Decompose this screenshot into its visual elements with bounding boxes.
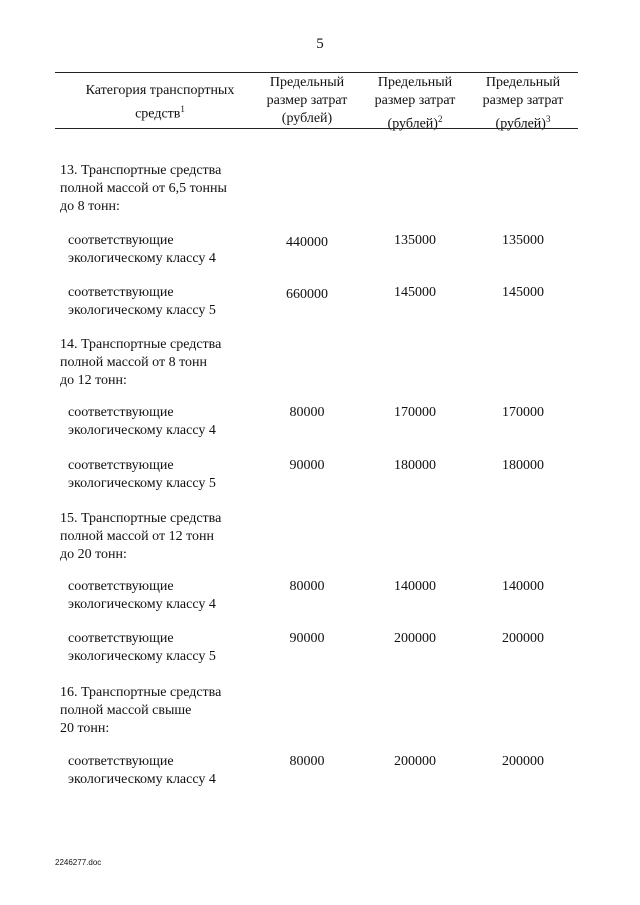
value-col2: 200000 xyxy=(394,754,436,769)
header-col1 xyxy=(252,74,362,128)
value-col3: 170000 xyxy=(502,405,544,420)
group-title: 13. Транспортные средства полной массой от 6,5 тонны до 8 тонн: xyxy=(60,163,227,214)
row-label: соответствующие экологическому классу 5 xyxy=(68,285,216,318)
value-col2: 135000 xyxy=(394,233,436,248)
document-filename: 2246277.doc xyxy=(55,858,102,867)
value-col1: 90000 xyxy=(289,631,325,646)
header-category-line1: Категория транспортных xyxy=(85,83,235,98)
header-col3 xyxy=(468,74,578,134)
header-category xyxy=(60,82,260,124)
value-col1: 80000 xyxy=(289,579,325,594)
header-category-footnote: 1 xyxy=(180,104,185,114)
header-col3-line3: (рублей) xyxy=(495,116,546,132)
header-category-line2: средств xyxy=(135,106,181,122)
value-col1: 660000 xyxy=(286,287,328,302)
table-top-rule xyxy=(55,72,578,73)
row-label: соответствующие экологическому классу 4 xyxy=(68,579,216,612)
row-label: соответствующие экологическому классу 4 xyxy=(68,405,216,438)
value-col3: 200000 xyxy=(502,631,544,646)
value-col3: 140000 xyxy=(502,579,544,594)
value-col2: 140000 xyxy=(394,579,436,594)
row-label: соответствующие экологическому классу 4 xyxy=(68,754,216,787)
value-col2: 180000 xyxy=(394,458,436,473)
value-col1: 90000 xyxy=(289,458,325,473)
table-header-rule xyxy=(55,128,578,129)
header-col1-line3: (рублей) xyxy=(281,111,333,126)
header-col1-line1: Предельный xyxy=(269,75,345,90)
group-title: 16. Транспортные средства полной массой свыше 20 тонн: xyxy=(60,685,222,736)
row-label: соответствующие экологическому классу 4 xyxy=(68,233,216,266)
value-col3: 180000 xyxy=(502,458,544,473)
header-col2-line1: Предельный xyxy=(377,75,453,90)
header-col2 xyxy=(360,74,470,134)
header-col1-line2: размер затрат xyxy=(266,93,348,108)
row-label: соответствующие экологическому классу 5 xyxy=(68,631,216,664)
header-col3-line2: размер затрат xyxy=(482,93,564,108)
header-col2-line3: (рублей) xyxy=(387,116,438,132)
header-col3-line1: Предельный xyxy=(485,75,561,90)
header-col2-footnote: 2 xyxy=(437,114,443,124)
row-label: соответствующие экологическому классу 5 xyxy=(68,458,216,491)
group-title: 15. Транспортные средства полной массой от 12 тонн до 20 тонн: xyxy=(60,511,222,562)
value-col1: 440000 xyxy=(286,235,328,250)
value-col2: 145000 xyxy=(394,285,436,300)
value-col2: 170000 xyxy=(394,405,436,420)
group-title: 14. Транспортные средства полной массой от 8 тонн до 12 тонн: xyxy=(60,337,222,388)
page-number: 5 xyxy=(316,36,324,52)
header-col2-line2: размер затрат xyxy=(374,93,456,108)
value-col1: 80000 xyxy=(289,754,325,769)
value-col3: 200000 xyxy=(502,754,544,769)
value-col1: 80000 xyxy=(289,405,325,420)
value-col2: 200000 xyxy=(394,631,436,646)
header-col3-footnote: 3 xyxy=(545,114,551,124)
value-col3: 135000 xyxy=(502,233,544,248)
value-col3: 145000 xyxy=(502,285,544,300)
